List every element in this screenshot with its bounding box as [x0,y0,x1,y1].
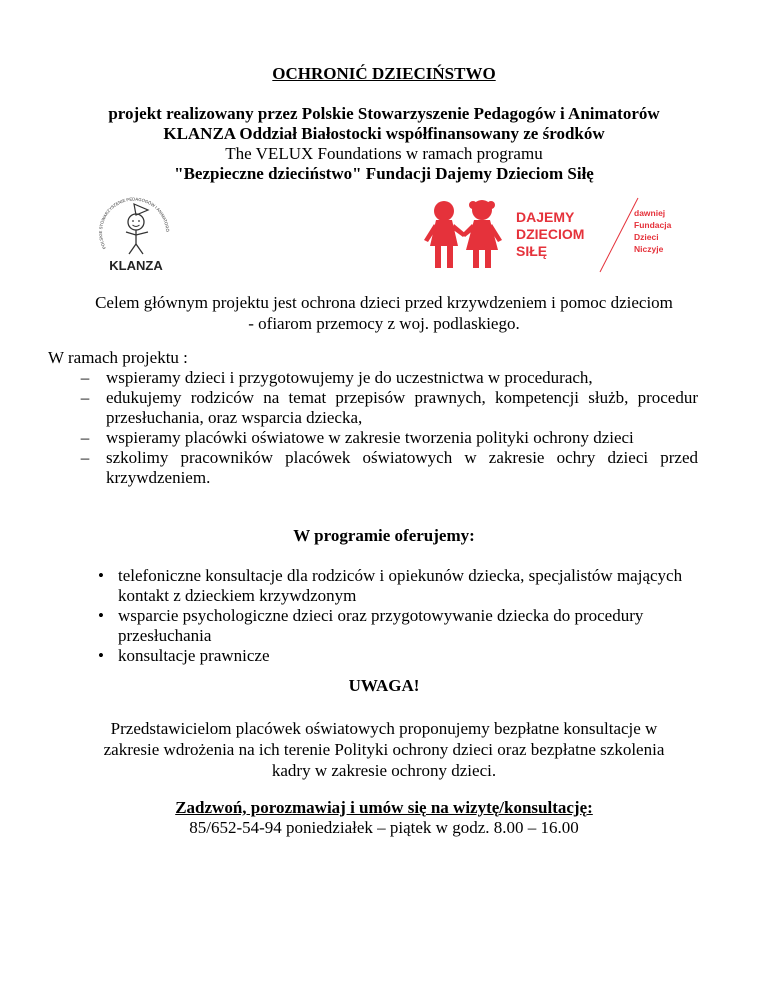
notice-line-3: kadry w zakresie ochrony dzieci. [271,761,497,780]
list-item: • telefoniczne konsultacje dla rodziców i opiekunów dziecka, specjalistów mających kontakt z dzieckiem krzywdzonym [98,566,683,605]
goal-paragraph [60,292,708,334]
intro-block [60,104,708,184]
dash-marker: – [80,368,90,387]
page-title: OCHRONIĆ DZIECIŃSTWO [272,64,496,83]
klanza-logo [96,182,176,274]
djds-line-2: DZIECIOM [516,226,585,242]
list-item: – szkolimy pracowników placówek oświatowych w zakresie ochry dzieci przed krzywdzeniem. [74,448,698,488]
children-figures-icon [424,200,502,268]
call-to-action: Zadzwoń, porozmawiaj i umów się na wizytę/konsultację: [175,798,593,817]
dash-marker: – [80,428,90,447]
notice-heading: UWAGA! [348,676,420,695]
contact-phone-hours: 85/652-54-94 poniedziałek – piątek w godz. 8.00 – 16.00 [189,818,579,837]
offer-heading: W programie oferujemy: [293,526,475,545]
offer-list [92,566,702,666]
bullet-marker: • [98,606,104,625]
klanza-wordmark: KLANZA [109,258,163,273]
svg-text:POLSKIE STOWARZYSZENIE PEDAGOG [96,182,170,250]
list-item: – wspieramy placówki oświatowe w zakresie tworzenia polityki ochrony dzieci [74,428,698,448]
list-item: – edukujemy rodziców na temat przepisów prawnych, kompetencji służb, procedur przesłuchania, oraz wsparcia dziecka, [74,388,698,428]
intro-line-4: "Bezpieczne dzieciństwo" Fundacji Dajemy Dzieciom Siłę [174,164,594,183]
bullet-marker: • [98,646,104,665]
klanza-arc-text: POLSKIE STOWARZYSZENIE PEDAGOGÓW I ANIMATORÓ [97,196,171,250]
djds-side-2: Fundacja [634,220,672,230]
djds-side-1: dawniej [634,208,666,218]
list-item: • konsultacje prawnicze [98,646,270,665]
divider-line [600,198,638,272]
intro-line-1: projekt realizowany przez Polskie Stowarzyszenie Pedagogów i Animatorów [108,104,660,123]
intro-line-3: The VELUX Foundations w ramach programu [225,144,543,163]
list-item: – wspieramy dzieci i przygotowujemy je do uczestnictwa w procedurach, [74,368,698,388]
goal-line-1: Celem głównym projektu jest ochrona dzieci przed krzywdzeniem i pomoc dzieciom [95,293,673,312]
offer-section [92,566,702,666]
djds-line-1: DAJEMY [516,209,575,225]
goal-line-2: - ofiarom przemocy z woj. podlaskiego. [248,314,520,333]
notice-line-2: zakresie wdrożenia na ich terenie Polityki ochrony dzieci oraz bezpłatne szkolenia [103,740,665,759]
scope-section [48,348,698,488]
notice-line-1: Przedstawicielom placówek oświatowych proponujemy bezpłatne konsultacje w [110,719,658,738]
dash-marker: – [80,388,90,407]
scope-heading: W ramach projektu : [48,348,188,367]
logos-row [0,182,768,282]
djds-logo [420,194,692,284]
intro-line-2: KLANZA Oddział Białostocki współfinansowany ze środków [163,124,605,143]
scope-list [74,368,698,488]
djds-side-4: Niczyje [634,244,664,254]
bullet-marker: • [98,566,104,585]
djds-line-3: SIŁĘ [516,243,548,259]
notice-paragraph [60,718,708,781]
djds-side-3: Dzieci [634,232,659,242]
dash-marker: – [80,448,90,467]
list-item: • wsparcie psychologiczne dzieci oraz przygotowywanie dziecka do procedury przesłuchania [98,606,644,645]
